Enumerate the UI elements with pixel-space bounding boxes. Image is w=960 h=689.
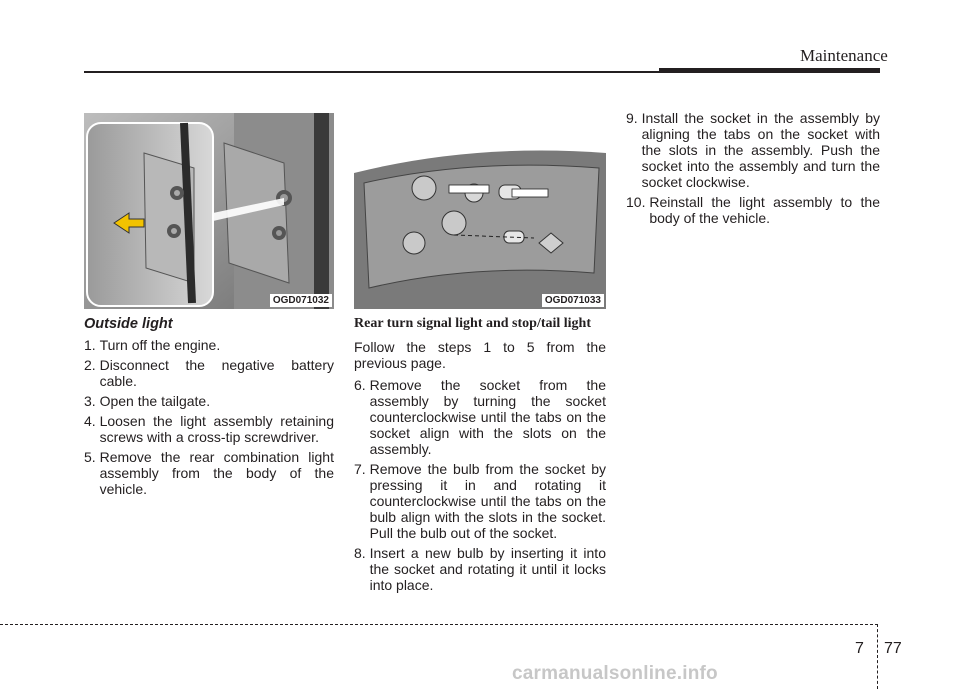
intro-text: Follow the steps 1 to 5 from the previous page. <box>354 339 606 371</box>
figure-code: OGD071033 <box>542 294 604 307</box>
rear-light-illustration <box>354 113 606 309</box>
step-item: 4. Loosen the light assembly retaining screws with a cross-tip screwdriver. <box>84 413 334 445</box>
subtitle-rear-turn-signal: Rear turn signal light and stop/tail light <box>354 316 592 331</box>
right-column <box>626 110 880 230</box>
step-item: 5. Remove the rear combination light assembly from the body of the vehicle. <box>84 449 334 497</box>
step-item: 7. Remove the bulb from the socket by pressing it in and rotating it counterclockwise until the tabs on the bulb align with the slots in the socket. Pull the bulb out of the socket. <box>354 461 606 541</box>
figure-code: OGD071032 <box>270 294 332 307</box>
footer-dashed-rule <box>0 624 878 625</box>
footer-dashed-divider <box>877 624 878 689</box>
figure-tailgate-screws <box>84 113 334 309</box>
tailgate-illustration <box>84 113 334 309</box>
step-item: 8. Insert a new bulb by inserting it into the socket and rotating it until it locks into place. <box>354 545 606 593</box>
step-item: 10. Reinstall the light assembly to the body of the vehicle. <box>626 194 880 226</box>
figure-rear-light-bulb <box>354 113 606 309</box>
page-number: 77 <box>884 640 902 657</box>
step-item: 2. Disconnect the negative battery cable. <box>84 357 334 389</box>
step-item: 3. Open the tailgate. <box>84 393 211 409</box>
section-header: Maintenance <box>800 46 888 65</box>
left-column <box>84 316 334 501</box>
step-item: 6. Remove the socket from the assembly by turning the socket counterclockwise until the tabs on the socket align with the slots on the assembly. <box>354 377 606 457</box>
step-item: 9. Install the socket in the assembly by aligning the tabs on the socket with the slots in the assembly. Push the socket into the assembly and turn the socket clockwise. <box>626 110 880 190</box>
chapter-number: 7 <box>855 640 864 657</box>
watermark: carmanualsonline.info <box>512 663 718 684</box>
step-item: 1. Turn off the engine. <box>84 337 221 353</box>
header-rule-accent <box>659 68 880 73</box>
subtitle-outside-light: Outside light <box>84 316 173 332</box>
middle-column <box>354 316 606 597</box>
